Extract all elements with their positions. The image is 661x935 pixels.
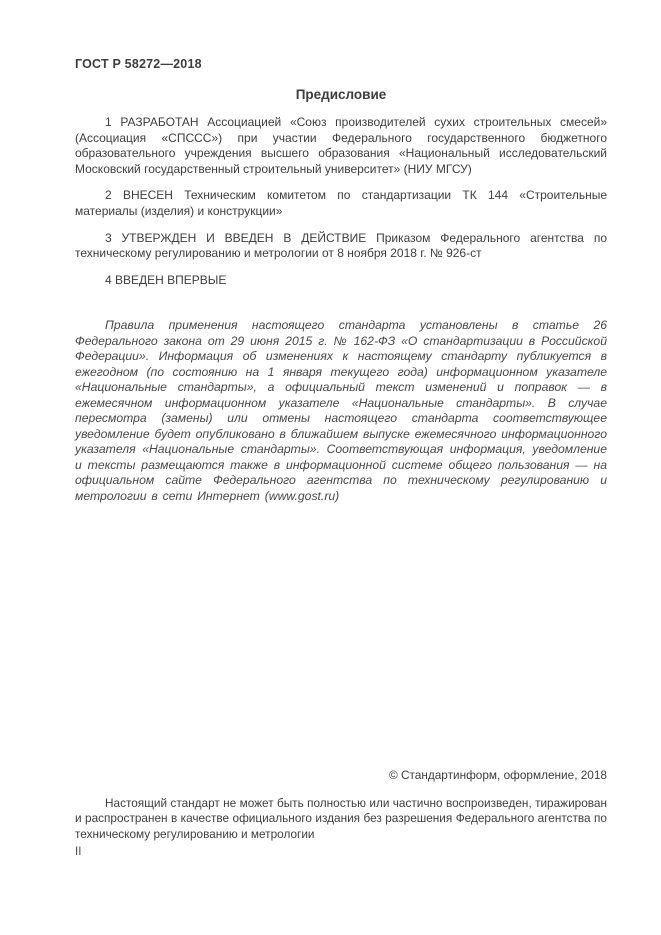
- foreword-item-4: 4 ВВЕДЕН ВПЕРВЫЕ: [105, 272, 227, 287]
- legal-notice: Правила применения настоящего стандарта установлены в статье 26 Федерального закона от 29 июня 2015 г. № 162-ФЗ «О стандартизации в Российской Федерации». Информация об изменениях к настоящему стандарту публикуется в ежегодном (по состоянию на 1 января текущего года) информационном указателе «Национальные стандарты», а официальный текст изменений и поправок — в ежемесячном информационном указателе «Национальные стандарты». В случае пересмотра (замены) или отмены настоящего стандарта соответствующее уведомление будет опубликовано в ближайшем выпуске ежемесячного информационного указателя «Национальные стандарты». Соответствующая информация, уведомление и тексты размещаются также в информационной системе общего пользования — на официальном сайте Федерального агентства по техническому регулированию и метрологии в сети Интернет (www.gost.ru): [75, 318, 607, 503]
- doc-code: ГОСТ Р 58272—2018: [75, 57, 202, 71]
- foreword-item-2: 2 ВНЕСЕН Техническим комитетом по стандартизации ТК 144 «Строительные материалы (изделия) и конструкции»: [75, 188, 607, 218]
- copyright-line: © Стандартинформ, оформление, 2018: [389, 768, 607, 782]
- page-title: Предисловие: [295, 87, 387, 102]
- reproduction-notice: Настоящий стандарт не может быть полностью или частично воспроизведен, тиражирован и распространен в качестве официального издания без разрешения Федерального агентства по техническому регулированию и метрологии: [75, 796, 607, 841]
- foreword-item-1: 1 РАЗРАБОТАН Ассоциацией «Союз производителей сухих строительных смесей» (Ассоциация «СПССС») при участии Федерального государственного бюджетного образовательного учреждения высшего образования «Национальный исследовательский Московский государственный строительный университет» (НИУ МГСУ): [75, 115, 607, 176]
- foreword-item-3: 3 УТВЕРЖДЕН И ВВЕДЕН В ДЕЙСТВИЕ Приказом Федерального агентства по техническому регулированию и метрологии от 8 ноября 2018 г. № 926-ст: [75, 230, 607, 261]
- page-footer: [75, 768, 607, 858]
- page-number: II: [75, 845, 82, 858]
- foreword-section: [75, 115, 607, 504]
